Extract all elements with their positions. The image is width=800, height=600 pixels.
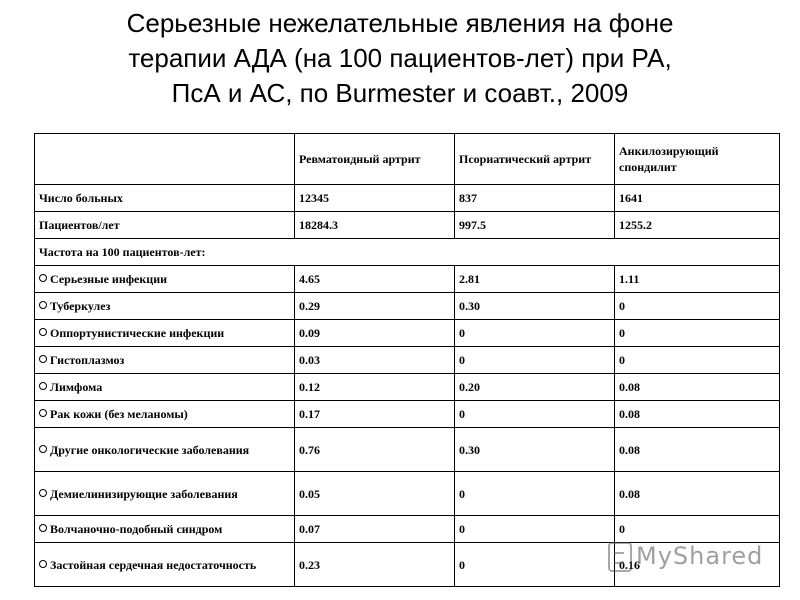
bullet-icon xyxy=(39,355,47,363)
adverse-events-table xyxy=(34,133,780,587)
cell-as: 1255.2 xyxy=(615,212,780,239)
cell-psa: 997.5 xyxy=(455,212,615,239)
cell-ra: 0.07 xyxy=(295,516,455,543)
row-label: Серьезные инфекции xyxy=(50,272,168,286)
row-label-cell xyxy=(35,347,295,374)
cell-psa: 0 xyxy=(455,516,615,543)
cell-as: 0.16 xyxy=(615,543,780,587)
cell-ra: 0.29 xyxy=(295,293,455,320)
row-label: Туберкулез xyxy=(50,299,111,313)
cell-ra: 0.17 xyxy=(295,401,455,428)
row-label: Рак кожи (без меланомы) xyxy=(50,407,188,421)
table-row-rate-heading xyxy=(35,239,780,266)
cell-ra: 4.65 xyxy=(295,266,455,293)
cell-psa: 0 xyxy=(455,320,615,347)
cell-ra: 18284.3 xyxy=(295,212,455,239)
row-label-cell xyxy=(35,293,295,320)
table-row xyxy=(35,293,780,320)
row-label: Пациентов/лет xyxy=(35,212,295,239)
row-label: Демиелинизирующие заболевания xyxy=(50,486,238,501)
row-label: Оппортунистические инфекции xyxy=(50,326,225,340)
row-label: Лимфома xyxy=(50,380,103,394)
bullet-icon xyxy=(39,382,47,390)
cell-ra: 0.23 xyxy=(295,543,455,587)
bullet-icon xyxy=(39,274,47,282)
cell-as: 0 xyxy=(615,347,780,374)
row-label-cell xyxy=(35,472,295,516)
cell-as: 0.08 xyxy=(615,428,780,472)
cell-ra: 0.09 xyxy=(295,320,455,347)
row-label: Другие онкологические заболевания xyxy=(50,442,250,457)
cell-psa: 837 xyxy=(455,185,615,212)
watermark-logo-icon xyxy=(608,542,632,572)
table-row xyxy=(35,320,780,347)
cell-as: 1641 xyxy=(615,185,780,212)
bullet-icon xyxy=(39,301,47,309)
row-label-cell xyxy=(35,374,295,401)
table-header-row xyxy=(35,134,780,185)
cell-psa: 0 xyxy=(455,401,615,428)
cell-as: 0.08 xyxy=(615,401,780,428)
cell-as: 0.08 xyxy=(615,374,780,401)
cell-psa: 0.30 xyxy=(455,428,615,472)
row-label-cell xyxy=(35,401,295,428)
cell-as: 0 xyxy=(615,293,780,320)
table-row-patient-years xyxy=(35,212,780,239)
row-label: Гистоплазмоз xyxy=(50,353,125,367)
slide-title xyxy=(0,6,800,111)
table-row-patients xyxy=(35,185,780,212)
cell-ra: 0.76 xyxy=(295,428,455,472)
row-label-cell xyxy=(35,516,295,543)
row-label-cell xyxy=(35,320,295,347)
watermark-text: MyShared xyxy=(636,542,764,570)
cell-psa: 0 xyxy=(455,543,615,587)
row-label-cell xyxy=(35,266,295,293)
table-row xyxy=(35,266,780,293)
bullet-icon xyxy=(39,489,47,497)
row-label-cell xyxy=(35,428,295,472)
bullet-icon xyxy=(39,445,47,453)
bullet-icon xyxy=(39,328,47,336)
bullet-icon xyxy=(39,524,47,532)
cell-psa: 0 xyxy=(455,472,615,516)
cell-ra: 0.12 xyxy=(295,374,455,401)
rate-heading-cell: Частота на 100 пациентов-лет: xyxy=(35,239,780,266)
cell-ra: 0.05 xyxy=(295,472,455,516)
cell-psa: 2.81 xyxy=(455,266,615,293)
cell-psa: 0.30 xyxy=(455,293,615,320)
title-line-1: Серьезные нежелательные явления на фоне xyxy=(126,8,674,38)
table-row xyxy=(35,374,780,401)
row-label-cell xyxy=(35,543,295,587)
title-line-3: ПсА и АС, по Burmester и соавт., 2009 xyxy=(171,78,629,108)
bullet-icon xyxy=(39,560,47,568)
watermark xyxy=(608,540,768,580)
cell-psa: 0 xyxy=(455,347,615,374)
cell-as: 0 xyxy=(615,516,780,543)
cell-as: 1.11 xyxy=(615,266,780,293)
table-row xyxy=(35,428,780,472)
table-row xyxy=(35,347,780,374)
cell-psa: 0.20 xyxy=(455,374,615,401)
header-psa: Псориатический артрит xyxy=(455,134,615,185)
bullet-icon xyxy=(39,409,47,417)
title-line-2: терапии АДА (на 100 пациентов-лет) при РА, xyxy=(128,43,672,73)
cell-as: 0.08 xyxy=(615,472,780,516)
row-label: Волчаночно-подобный синдром xyxy=(50,522,223,536)
cell-as: 0 xyxy=(615,320,780,347)
header-ra: Ревматоидный артрит xyxy=(295,134,455,185)
row-label: Застойная сердечная недостаточность xyxy=(50,557,257,572)
header-empty-cell xyxy=(35,134,295,185)
cell-ra: 12345 xyxy=(295,185,455,212)
table-row xyxy=(35,401,780,428)
table-row xyxy=(35,516,780,543)
header-as: Анкилозирующий спондилит xyxy=(615,134,780,185)
cell-ra: 0.03 xyxy=(295,347,455,374)
table-row xyxy=(35,472,780,516)
row-label: Число больных xyxy=(35,185,295,212)
